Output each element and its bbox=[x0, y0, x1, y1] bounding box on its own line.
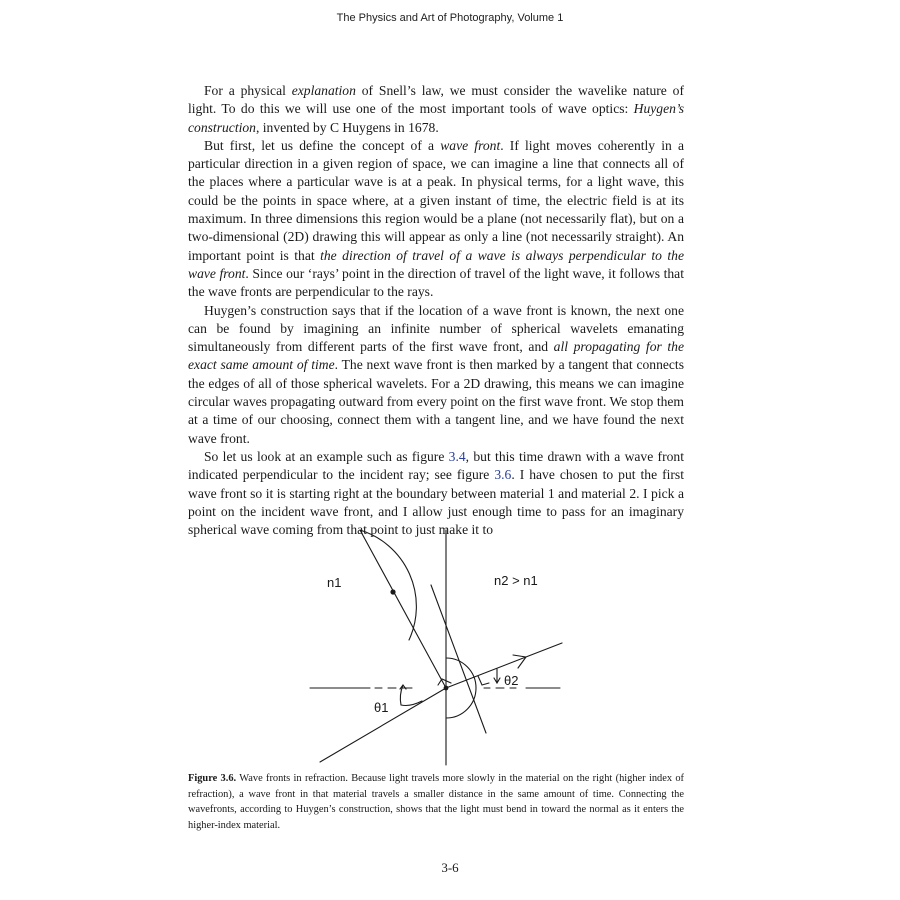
paragraph-1: For a physical explanation of Snell’s law, we must consider the wavelike nature of light. To do this we will use one of the most important tools of wave optics: Huygen’s construction, invented by C Huygens in 1678. bbox=[188, 83, 684, 135]
body-text bbox=[188, 82, 684, 539]
label-theta1: θ1 bbox=[374, 700, 389, 715]
label-theta2: θ2 bbox=[504, 673, 519, 688]
figure-ref-link[interactable]: 3.4 bbox=[448, 448, 466, 464]
figure-caption bbox=[188, 771, 684, 834]
page-number: 3-6 bbox=[441, 860, 459, 875]
paragraph-2: But first, let us define the concept of a wave front. If light moves coherently in a particular direction in a given region of space, we can imagine a line that connects all of the places where a particular wave is at a peak. In physical terms, for a light wave, this could be the points in space where, at a given instant of time, the electric field is at its maximum. In three dimensions this region would be a plane (not necessarily flat), but on a two-dimensional (2D) drawing this will appear as only a line (not necessarily straight). An important point is that the direction of travel of a wave is always perpendicular to the wave front. Since our ‘rays’ point in the direction of travel of the light wave, it follows that the wave fronts are perpendicular to the rays. bbox=[188, 137, 685, 300]
refracted-wave-front bbox=[431, 585, 486, 733]
caption-label: Figure 3.6. bbox=[188, 773, 237, 784]
figure-3-6 bbox=[300, 525, 580, 770]
figure-ref-link[interactable]: 3.6 bbox=[494, 467, 512, 483]
right-angle-mark bbox=[478, 676, 489, 685]
contact-point bbox=[444, 686, 449, 691]
refraction-diagram bbox=[300, 525, 580, 770]
label-n1: n1 bbox=[327, 575, 342, 590]
paragraph-3: Huygen’s construction says that if the location of a wave front is known, the next one can be found by imagining an infinite number of spherical wavelets emanating simultaneously from different parts of the first wave front, and all propagating for the exact same amount of time. The next wave front is then marked by a tangent that connects the edges of all of those spherical wavelets. For a 2D drawing, this means we can imagine circular waves propagating outward from every point on the first wave front. We stop them at a time of our choosing, connect them with a tangent line, and we have found the next wave front. bbox=[188, 302, 685, 446]
incident-wave-front bbox=[360, 530, 446, 688]
label-n2-gt-n1: n2 > n1 bbox=[494, 573, 538, 588]
wavelet-source-point bbox=[390, 589, 395, 594]
paragraph-4: So let us look at an example such as figure 3.4, but this time drawn with a wave front indicated perpendicular to the incident ray; see figure 3.6. I have chosen to put the first wave front so it is starting right at the boundary between material 1 and material 2. I pick a point on the incident wave front, and I allow just enough time to pass for an imaginary spherical wave coming from that point to just make it to bbox=[188, 448, 684, 538]
caption-text: Wave fronts in refraction. Because light travels more slowly in the material on the right (higher index of refraction), a wave front in that material travels a smaller distance in the same amount of time. Connecting the wavefronts, according to Huygen’s construction, shows that the light must bend in toward the normal as it enters the higher-index material. bbox=[188, 773, 684, 832]
theta1-arrow-tail bbox=[401, 701, 422, 706]
running-header: The Physics and Art of Photography, Volume 1 bbox=[336, 12, 564, 24]
